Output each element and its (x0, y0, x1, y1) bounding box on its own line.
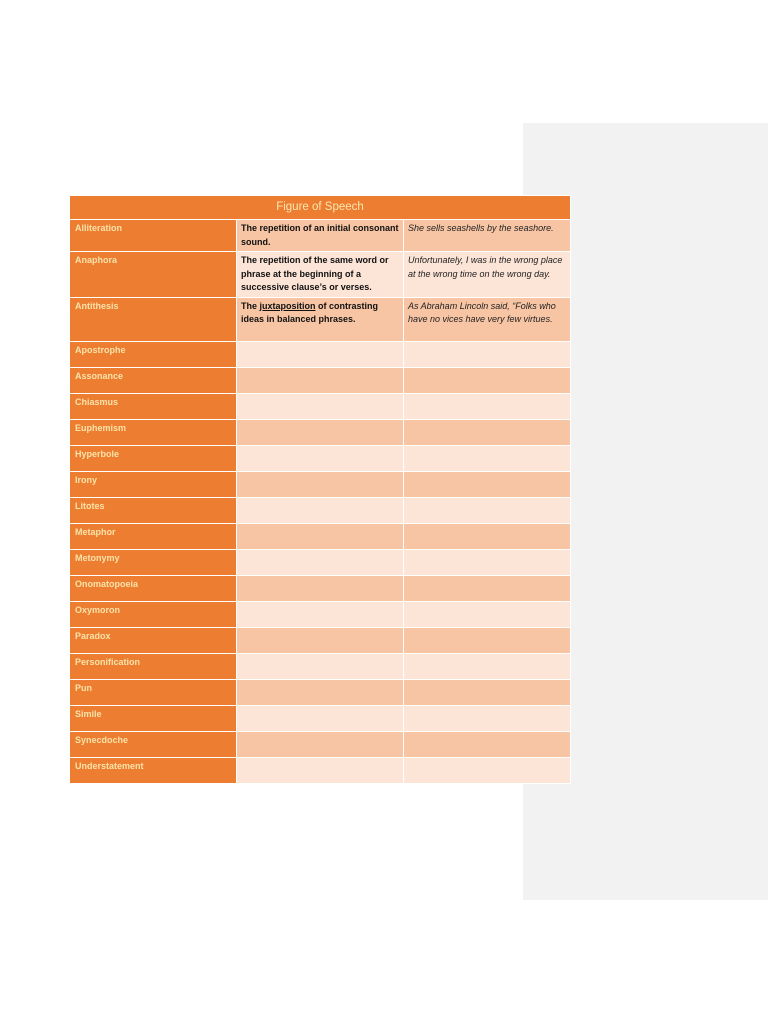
example-cell (404, 497, 571, 523)
definition-cell (237, 393, 404, 419)
definition-cell (237, 220, 404, 252)
term-cell: Metaphor (70, 523, 237, 549)
table-row (70, 297, 571, 341)
table-title: Figure of Speech (70, 196, 571, 220)
example-cell (404, 731, 571, 757)
definition-cell (237, 653, 404, 679)
term-cell: Anaphora (70, 252, 237, 298)
example-cell: She sells seashells by the seashore. (404, 220, 571, 252)
example-cell (404, 367, 571, 393)
example-cell (404, 393, 571, 419)
example-cell (404, 575, 571, 601)
definition-text: The (241, 300, 260, 311)
term-cell: Oxymoron (70, 601, 237, 627)
term-cell: Pun (70, 679, 237, 705)
definition-cell (237, 471, 404, 497)
term-cell: Alliteration (70, 220, 237, 252)
definition-text: The repetition of an initial consonant sound. (241, 223, 399, 247)
definition-cell (237, 445, 404, 471)
term-cell: Antithesis (70, 297, 237, 341)
table-row (70, 393, 571, 419)
term-cell: Euphemism (70, 419, 237, 445)
definition-text-end: of contrasting ideas in balanced phrases. (241, 300, 379, 324)
definition-cell (237, 497, 404, 523)
definition-cell (237, 731, 404, 757)
definition-cell (237, 627, 404, 653)
example-cell: As Abraham Lincoln said, “Folks who have no vices have very few virtues. (404, 297, 571, 341)
definition-cell (237, 523, 404, 549)
term-cell: Personification (70, 653, 237, 679)
table-row (70, 575, 571, 601)
term-cell: Irony (70, 471, 237, 497)
table-row (70, 757, 571, 783)
term-cell: Synecdoche (70, 731, 237, 757)
table-title-row (70, 196, 571, 220)
table-row (70, 497, 571, 523)
table-row (70, 341, 571, 367)
example-cell (404, 679, 571, 705)
table-row (70, 601, 571, 627)
definition-cell (237, 705, 404, 731)
table-row (70, 549, 571, 575)
example-cell (404, 445, 571, 471)
term-cell: Metonymy (70, 549, 237, 575)
term-cell: Litotes (70, 497, 237, 523)
table-row (70, 220, 571, 252)
table-row (70, 523, 571, 549)
definition-text: The repetition of the same word or phrase at the beginning of a successive clause’s or verses. (241, 255, 389, 292)
figure-of-speech-table (69, 195, 571, 784)
example-cell (404, 705, 571, 731)
term-cell: Paradox (70, 627, 237, 653)
table-row (70, 705, 571, 731)
definition-cell (237, 601, 404, 627)
example-cell (404, 471, 571, 497)
example-cell (404, 341, 571, 367)
term-cell: Hyperbole (70, 445, 237, 471)
table-row (70, 653, 571, 679)
table-row (70, 471, 571, 497)
table-row (70, 445, 571, 471)
term-cell: Assonance (70, 367, 237, 393)
definition-cell (237, 757, 404, 783)
table-row (70, 627, 571, 653)
term-cell: Chiasmus (70, 393, 237, 419)
definition-cell (237, 575, 404, 601)
table-row (70, 419, 571, 445)
example-cell (404, 601, 571, 627)
definition-cell (237, 341, 404, 367)
definition-underlined-text: juxtaposition (259, 300, 316, 311)
term-cell: Simile (70, 705, 237, 731)
term-cell: Onomatopoeia (70, 575, 237, 601)
example-cell (404, 653, 571, 679)
term-cell: Apostrophe (70, 341, 237, 367)
example-cell (404, 627, 571, 653)
table-row (70, 731, 571, 757)
table-row (70, 367, 571, 393)
definition-cell (237, 252, 404, 298)
example-cell: Unfortunately, I was in the wrong place at the wrong time on the wrong day. (404, 252, 571, 298)
table-row (70, 252, 571, 298)
definition-cell (237, 297, 404, 341)
definition-cell (237, 367, 404, 393)
definition-cell (237, 419, 404, 445)
term-cell: Understatement (70, 757, 237, 783)
example-cell (404, 549, 571, 575)
example-cell (404, 419, 571, 445)
definition-cell (237, 679, 404, 705)
definition-cell (237, 549, 404, 575)
table-row (70, 679, 571, 705)
example-cell (404, 523, 571, 549)
example-cell (404, 757, 571, 783)
